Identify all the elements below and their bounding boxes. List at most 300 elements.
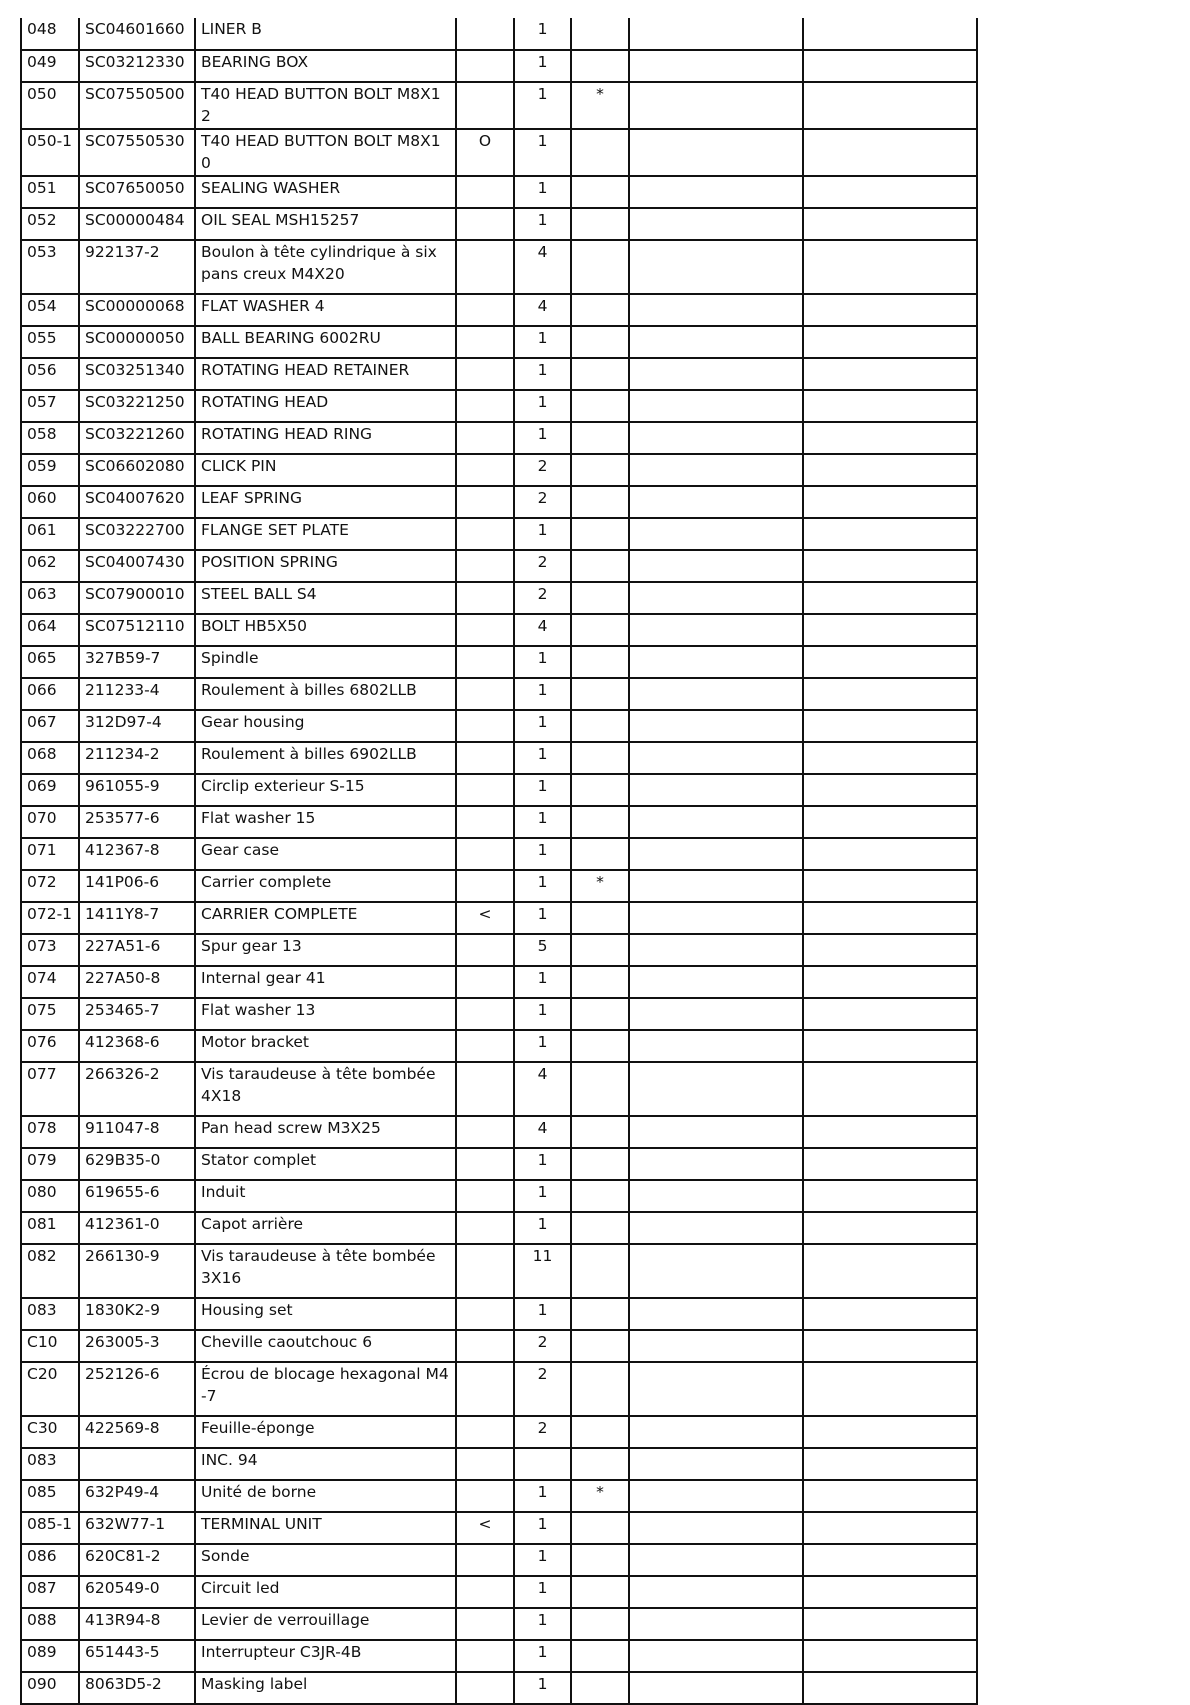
empty-cell	[803, 1480, 977, 1512]
part-code-cell: SC07550530	[79, 129, 195, 176]
empty-cell	[629, 129, 803, 176]
item-number-cell: 067	[21, 710, 79, 742]
empty-cell	[629, 240, 803, 294]
description-cell: Flat washer 13	[195, 998, 456, 1030]
substitution-mark-cell	[456, 486, 514, 518]
empty-cell	[629, 1148, 803, 1180]
part-code-cell: SC03221260	[79, 422, 195, 454]
part-code-cell: 266326-2	[79, 1062, 195, 1116]
table-row	[21, 870, 977, 902]
table-row	[21, 82, 977, 129]
note-mark-cell	[571, 486, 629, 518]
substitution-mark-cell	[456, 1640, 514, 1672]
quantity-cell: 1	[514, 1212, 571, 1244]
quantity-cell: 2	[514, 454, 571, 486]
item-number-cell: 072	[21, 870, 79, 902]
description-cell: Gear case	[195, 838, 456, 870]
quantity-cell: 1	[514, 646, 571, 678]
empty-cell	[803, 870, 977, 902]
empty-cell	[803, 1512, 977, 1544]
table-row	[21, 1148, 977, 1180]
description-cell: FLANGE SET PLATE	[195, 518, 456, 550]
description-cell: LEAF SPRING	[195, 486, 456, 518]
note-mark-cell	[571, 1180, 629, 1212]
table-row	[21, 240, 977, 294]
part-code-cell: 412367-8	[79, 838, 195, 870]
item-number-cell: 050	[21, 82, 79, 129]
quantity-cell	[514, 1448, 571, 1480]
note-mark-cell	[571, 550, 629, 582]
empty-cell	[629, 1298, 803, 1330]
empty-cell	[803, 1180, 977, 1212]
substitution-mark-cell	[456, 1576, 514, 1608]
description-cell: Internal gear 41	[195, 966, 456, 998]
description-cell: Masking label	[195, 1672, 456, 1704]
item-number-cell: 054	[21, 294, 79, 326]
substitution-mark-cell	[456, 678, 514, 710]
part-code-cell: SC00000484	[79, 208, 195, 240]
part-code-cell: 253577-6	[79, 806, 195, 838]
substitution-mark-cell	[456, 1062, 514, 1116]
empty-cell	[629, 678, 803, 710]
empty-cell	[629, 1672, 803, 1704]
empty-cell	[803, 422, 977, 454]
empty-cell	[803, 18, 977, 50]
empty-cell	[803, 550, 977, 582]
empty-cell	[803, 129, 977, 176]
empty-cell	[629, 1416, 803, 1448]
substitution-mark-cell	[456, 1608, 514, 1640]
part-code-cell: 651443-5	[79, 1640, 195, 1672]
table-row	[21, 902, 977, 934]
quantity-cell: 1	[514, 902, 571, 934]
part-code-cell: 227A50-8	[79, 966, 195, 998]
table-row	[21, 582, 977, 614]
table-row	[21, 294, 977, 326]
description-cell: Housing set	[195, 1298, 456, 1330]
description-cell: Roulement à billes 6902LLB	[195, 742, 456, 774]
substitution-mark-cell	[456, 390, 514, 422]
table-row	[21, 50, 977, 82]
item-number-cell: 066	[21, 678, 79, 710]
note-mark-cell	[571, 1148, 629, 1180]
quantity-cell: 1	[514, 838, 571, 870]
description-cell: Induit	[195, 1180, 456, 1212]
substitution-mark-cell	[456, 176, 514, 208]
substitution-mark-cell	[456, 1330, 514, 1362]
empty-cell	[803, 358, 977, 390]
empty-cell	[629, 966, 803, 998]
quantity-cell: 2	[514, 550, 571, 582]
description-cell: Carrier complete	[195, 870, 456, 902]
quantity-cell: 1	[514, 1512, 571, 1544]
empty-cell	[629, 390, 803, 422]
item-number-cell: 065	[21, 646, 79, 678]
item-number-cell: 060	[21, 486, 79, 518]
quantity-cell: 1	[514, 998, 571, 1030]
note-mark-cell	[571, 934, 629, 966]
quantity-cell: 1	[514, 806, 571, 838]
item-number-cell: 064	[21, 614, 79, 646]
table-row	[21, 710, 977, 742]
description-cell: LINER B	[195, 18, 456, 50]
empty-cell	[803, 1448, 977, 1480]
quantity-cell: 1	[514, 1640, 571, 1672]
part-code-cell: SC03221250	[79, 390, 195, 422]
table-row	[21, 1608, 977, 1640]
description-cell: Vis taraudeuse à tête bombée 4X18	[195, 1062, 456, 1116]
empty-cell	[803, 1148, 977, 1180]
table-row	[21, 390, 977, 422]
part-code-cell: 961055-9	[79, 774, 195, 806]
note-mark-cell: *	[571, 870, 629, 902]
empty-cell	[629, 710, 803, 742]
empty-cell	[629, 1180, 803, 1212]
description-cell: INC. 94	[195, 1448, 456, 1480]
substitution-mark-cell	[456, 240, 514, 294]
note-mark-cell	[571, 1362, 629, 1416]
item-number-cell: 077	[21, 1062, 79, 1116]
table-row	[21, 358, 977, 390]
part-code-cell: SC04007430	[79, 550, 195, 582]
empty-cell	[629, 486, 803, 518]
empty-cell	[629, 998, 803, 1030]
table-row	[21, 1362, 977, 1416]
table-row	[21, 176, 977, 208]
empty-cell	[629, 1576, 803, 1608]
note-mark-cell	[571, 454, 629, 486]
description-cell: Circlip exterieur S-15	[195, 774, 456, 806]
note-mark-cell	[571, 1030, 629, 1062]
substitution-mark-cell	[456, 550, 514, 582]
table-row	[21, 1672, 977, 1704]
description-cell: POSITION SPRING	[195, 550, 456, 582]
part-code-cell: 911047-8	[79, 1116, 195, 1148]
substitution-mark-cell: O	[456, 129, 514, 176]
quantity-cell: 1	[514, 358, 571, 390]
note-mark-cell	[571, 1672, 629, 1704]
empty-cell	[629, 742, 803, 774]
part-code-cell: 263005-3	[79, 1330, 195, 1362]
part-code-cell: 253465-7	[79, 998, 195, 1030]
note-mark-cell	[571, 1544, 629, 1576]
quantity-cell: 1	[514, 1544, 571, 1576]
empty-cell	[629, 358, 803, 390]
substitution-mark-cell	[456, 1030, 514, 1062]
table-row	[21, 129, 977, 176]
part-code-cell: 620549-0	[79, 1576, 195, 1608]
item-number-cell: 048	[21, 18, 79, 50]
quantity-cell: 1	[514, 710, 571, 742]
description-cell: Stator complet	[195, 1148, 456, 1180]
description-cell: BALL BEARING 6002RU	[195, 326, 456, 358]
item-number-cell: 053	[21, 240, 79, 294]
part-code-cell: SC07650050	[79, 176, 195, 208]
empty-cell	[803, 1576, 977, 1608]
substitution-mark-cell	[456, 742, 514, 774]
part-code-cell: SC06602080	[79, 454, 195, 486]
empty-cell	[803, 1298, 977, 1330]
table-row	[21, 518, 977, 550]
part-code-cell: SC03222700	[79, 518, 195, 550]
empty-cell	[803, 82, 977, 129]
note-mark-cell	[571, 838, 629, 870]
empty-cell	[629, 1362, 803, 1416]
item-number-cell: 061	[21, 518, 79, 550]
empty-cell	[803, 646, 977, 678]
substitution-mark-cell: <	[456, 902, 514, 934]
item-number-cell: 059	[21, 454, 79, 486]
note-mark-cell	[571, 176, 629, 208]
substitution-mark-cell	[456, 806, 514, 838]
table-row	[21, 806, 977, 838]
quantity-cell: 1	[514, 82, 571, 129]
empty-cell	[803, 518, 977, 550]
empty-cell	[803, 902, 977, 934]
part-code-cell: 620C81-2	[79, 1544, 195, 1576]
note-mark-cell	[571, 646, 629, 678]
substitution-mark-cell	[456, 1544, 514, 1576]
part-code-cell: 312D97-4	[79, 710, 195, 742]
quantity-cell: 1	[514, 774, 571, 806]
quantity-cell: 1	[514, 1180, 571, 1212]
empty-cell	[629, 176, 803, 208]
quantity-cell: 1	[514, 1298, 571, 1330]
description-cell: Boulon à tête cylindrique à six pans creux M4X20	[195, 240, 456, 294]
part-code-cell: SC07550500	[79, 82, 195, 129]
item-number-cell: 083	[21, 1448, 79, 1480]
table-row	[21, 742, 977, 774]
note-mark-cell	[571, 902, 629, 934]
description-cell: ROTATING HEAD	[195, 390, 456, 422]
empty-cell	[629, 326, 803, 358]
empty-cell	[629, 82, 803, 129]
substitution-mark-cell	[456, 998, 514, 1030]
empty-cell	[629, 550, 803, 582]
empty-cell	[629, 1212, 803, 1244]
empty-cell	[629, 902, 803, 934]
substitution-mark-cell	[456, 1672, 514, 1704]
note-mark-cell	[571, 1330, 629, 1362]
item-number-cell: 089	[21, 1640, 79, 1672]
item-number-cell: 057	[21, 390, 79, 422]
table-row	[21, 966, 977, 998]
note-mark-cell	[571, 1640, 629, 1672]
empty-cell	[803, 326, 977, 358]
quantity-cell: 1	[514, 1672, 571, 1704]
note-mark-cell	[571, 326, 629, 358]
note-mark-cell: *	[571, 82, 629, 129]
substitution-mark-cell	[456, 358, 514, 390]
note-mark-cell	[571, 240, 629, 294]
table-row	[21, 1448, 977, 1480]
part-code-cell: SC07512110	[79, 614, 195, 646]
quantity-cell: 4	[514, 1116, 571, 1148]
empty-cell	[803, 1640, 977, 1672]
note-mark-cell	[571, 966, 629, 998]
description-cell: Cheville caoutchouc 6	[195, 1330, 456, 1362]
substitution-mark-cell	[456, 582, 514, 614]
empty-cell	[629, 1030, 803, 1062]
item-number-cell: 052	[21, 208, 79, 240]
substitution-mark-cell	[456, 1416, 514, 1448]
quantity-cell: 1	[514, 742, 571, 774]
part-code-cell: 1411Y8-7	[79, 902, 195, 934]
part-code-cell: 412368-6	[79, 1030, 195, 1062]
empty-cell	[803, 240, 977, 294]
note-mark-cell	[571, 1576, 629, 1608]
note-mark-cell	[571, 1062, 629, 1116]
empty-cell	[803, 176, 977, 208]
table-row	[21, 486, 977, 518]
empty-cell	[629, 422, 803, 454]
description-cell: Feuille-éponge	[195, 1416, 456, 1448]
table-row	[21, 838, 977, 870]
quantity-cell: 1	[514, 870, 571, 902]
table-row	[21, 774, 977, 806]
description-cell: Écrou de blocage hexagonal M4-7	[195, 1362, 456, 1416]
quantity-cell: 1	[514, 326, 571, 358]
empty-cell	[803, 614, 977, 646]
table-row	[21, 934, 977, 966]
item-number-cell: 051	[21, 176, 79, 208]
item-number-cell: 076	[21, 1030, 79, 1062]
item-number-cell: 074	[21, 966, 79, 998]
quantity-cell: 4	[514, 240, 571, 294]
part-code-cell: 327B59-7	[79, 646, 195, 678]
substitution-mark-cell	[456, 1116, 514, 1148]
empty-cell	[803, 998, 977, 1030]
part-code-cell: 619655-6	[79, 1180, 195, 1212]
part-code-cell: 632P49-4	[79, 1480, 195, 1512]
description-cell: Roulement à billes 6802LLB	[195, 678, 456, 710]
item-number-cell: 088	[21, 1608, 79, 1640]
part-code-cell: 922137-2	[79, 240, 195, 294]
table-row	[21, 1212, 977, 1244]
description-cell: BEARING BOX	[195, 50, 456, 82]
item-number-cell: 080	[21, 1180, 79, 1212]
description-cell: CARRIER COMPLETE	[195, 902, 456, 934]
part-code-cell: 8063D5-2	[79, 1672, 195, 1704]
empty-cell	[629, 582, 803, 614]
empty-cell	[629, 614, 803, 646]
note-mark-cell	[571, 129, 629, 176]
description-cell: Circuit led	[195, 1576, 456, 1608]
quantity-cell: 1	[514, 176, 571, 208]
quantity-cell: 2	[514, 582, 571, 614]
substitution-mark-cell	[456, 934, 514, 966]
substitution-mark-cell	[456, 646, 514, 678]
item-number-cell: 070	[21, 806, 79, 838]
item-number-cell: 056	[21, 358, 79, 390]
parts-table-body	[21, 18, 977, 1704]
quantity-cell: 1	[514, 518, 571, 550]
quantity-cell: 1	[514, 129, 571, 176]
empty-cell	[629, 838, 803, 870]
substitution-mark-cell	[456, 1244, 514, 1298]
description-cell: Spur gear 13	[195, 934, 456, 966]
quantity-cell: 1	[514, 50, 571, 82]
substitution-mark-cell	[456, 1362, 514, 1416]
empty-cell	[629, 454, 803, 486]
quantity-cell: 2	[514, 486, 571, 518]
substitution-mark-cell: <	[456, 1512, 514, 1544]
empty-cell	[803, 774, 977, 806]
item-number-cell: C20	[21, 1362, 79, 1416]
item-number-cell: 055	[21, 326, 79, 358]
substitution-mark-cell	[456, 1212, 514, 1244]
quantity-cell: 1	[514, 1576, 571, 1608]
table-row	[21, 646, 977, 678]
empty-cell	[803, 1244, 977, 1298]
quantity-cell: 11	[514, 1244, 571, 1298]
table-row	[21, 1116, 977, 1148]
parts-table	[20, 18, 978, 1705]
empty-cell	[803, 710, 977, 742]
item-number-cell: 071	[21, 838, 79, 870]
note-mark-cell	[571, 358, 629, 390]
description-cell: SEALING WASHER	[195, 176, 456, 208]
description-cell: Spindle	[195, 646, 456, 678]
table-row	[21, 1416, 977, 1448]
empty-cell	[803, 294, 977, 326]
note-mark-cell	[571, 390, 629, 422]
empty-cell	[803, 486, 977, 518]
parts-list-page	[20, 18, 976, 1705]
quantity-cell: 1	[514, 1608, 571, 1640]
item-number-cell: 049	[21, 50, 79, 82]
substitution-mark-cell	[456, 518, 514, 550]
table-row	[21, 1062, 977, 1116]
item-number-cell: 069	[21, 774, 79, 806]
quantity-cell: 4	[514, 294, 571, 326]
empty-cell	[803, 806, 977, 838]
table-row	[21, 998, 977, 1030]
note-mark-cell	[571, 1212, 629, 1244]
note-mark-cell	[571, 518, 629, 550]
item-number-cell: 078	[21, 1116, 79, 1148]
note-mark-cell	[571, 208, 629, 240]
part-code-cell: SC07900010	[79, 582, 195, 614]
note-mark-cell	[571, 1608, 629, 1640]
description-cell: FLAT WASHER 4	[195, 294, 456, 326]
description-cell: Gear housing	[195, 710, 456, 742]
table-row	[21, 1544, 977, 1576]
description-cell: Sonde	[195, 1544, 456, 1576]
table-row	[21, 1576, 977, 1608]
note-mark-cell	[571, 774, 629, 806]
part-code-cell: 266130-9	[79, 1244, 195, 1298]
description-cell: T40 HEAD BUTTON BOLT M8X10	[195, 129, 456, 176]
table-row	[21, 678, 977, 710]
substitution-mark-cell	[456, 774, 514, 806]
empty-cell	[629, 774, 803, 806]
quantity-cell: 4	[514, 614, 571, 646]
substitution-mark-cell	[456, 18, 514, 50]
item-number-cell: 083	[21, 1298, 79, 1330]
empty-cell	[629, 806, 803, 838]
note-mark-cell	[571, 1512, 629, 1544]
description-cell: Levier de verrouillage	[195, 1608, 456, 1640]
empty-cell	[629, 1544, 803, 1576]
empty-cell	[803, 50, 977, 82]
note-mark-cell	[571, 50, 629, 82]
item-number-cell: 081	[21, 1212, 79, 1244]
description-cell: Vis taraudeuse à tête bombée 3X16	[195, 1244, 456, 1298]
quantity-cell: 1	[514, 390, 571, 422]
substitution-mark-cell	[456, 1480, 514, 1512]
note-mark-cell	[571, 582, 629, 614]
